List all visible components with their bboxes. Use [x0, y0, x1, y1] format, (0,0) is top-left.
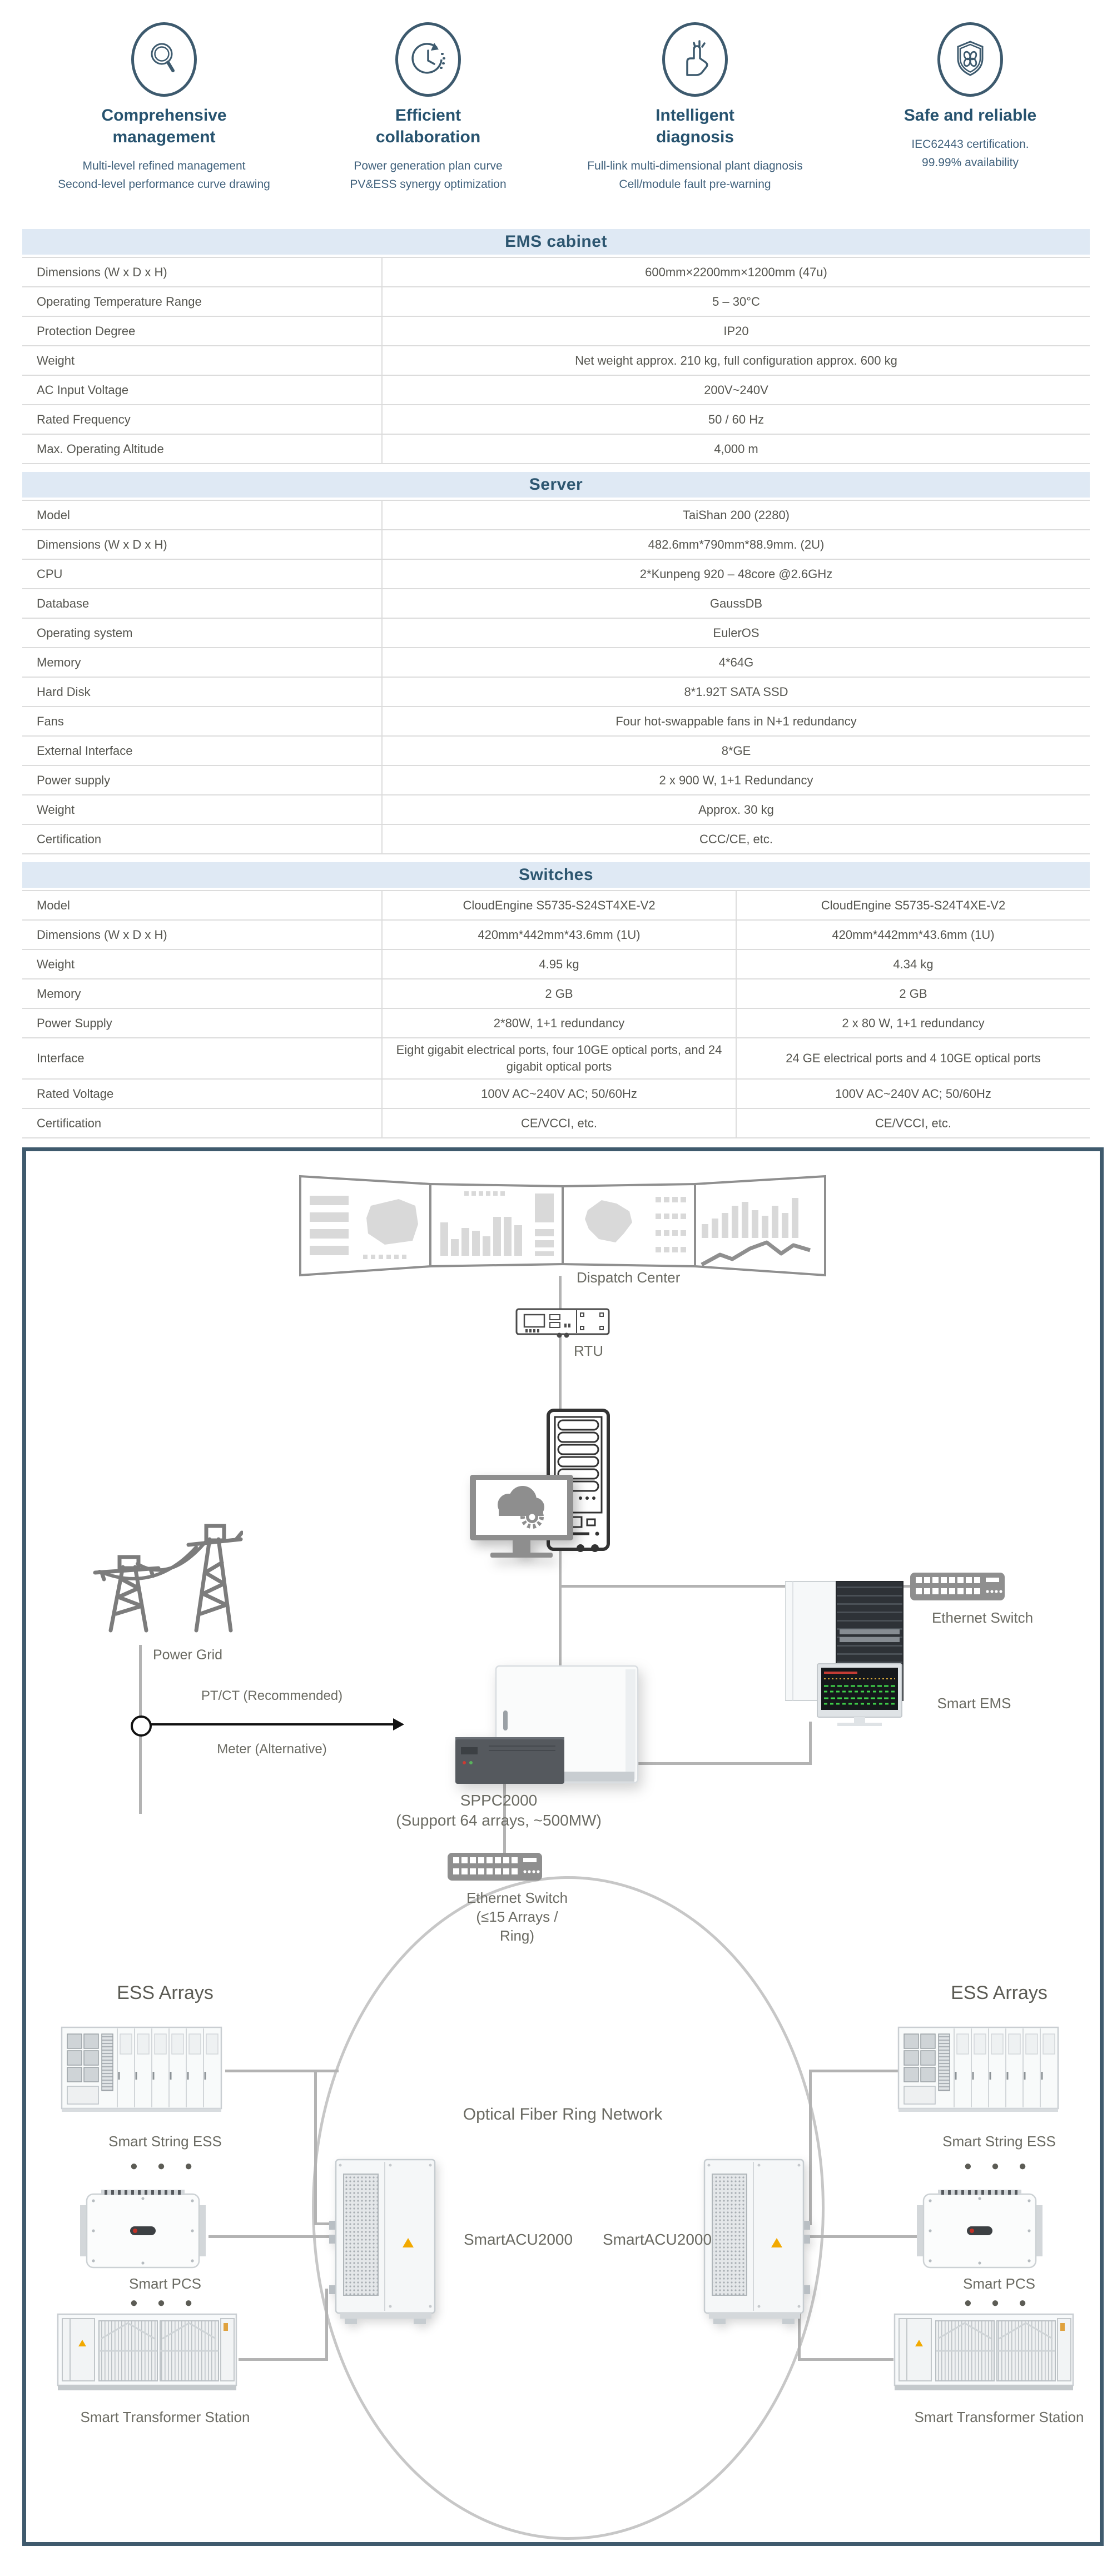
row-label: Weight	[37, 802, 75, 817]
table-row	[22, 795, 1090, 825]
spec-tables	[22, 229, 1090, 1146]
smart-transformer-right-label: Smart Transformer Station	[914, 2409, 1084, 2425]
row-value-switch2: CE/VCCI, etc.	[736, 1109, 1090, 1137]
ptct-arrow	[150, 1723, 394, 1725]
feature-title: Comprehensive management	[101, 106, 227, 146]
row-label: Protection Degree	[37, 324, 136, 338]
row-label: Dimensions (W x D x H)	[37, 265, 167, 279]
power-grid-icon	[87, 1505, 243, 1633]
row-label: Model	[37, 508, 70, 522]
smart-string-ess-right-label: Smart String ESS	[942, 2133, 1056, 2150]
feature-desc: Full-link multi-dimensional plant diagnosis Cell/module fault pre-warning	[587, 160, 803, 191]
row-value: 4,000 m	[381, 435, 1090, 463]
smart-transformer-left-label: Smart Transformer Station	[80, 2409, 250, 2425]
row-value: 4*64G	[381, 648, 1090, 677]
row-label: Dimensions (W x D x H)	[37, 927, 167, 942]
row-label: Certification	[37, 1116, 102, 1130]
row-value: 600mm×2200mm×1200mm (47u)	[381, 258, 1090, 286]
ess-arrays-right-title: ESS Arrays	[951, 1982, 1048, 2003]
feature-desc: Multi-level refined management Second-level performance curve drawing	[58, 160, 270, 191]
ptct-arrowhead	[393, 1718, 404, 1730]
scada-monitor-icon	[470, 1475, 574, 1561]
sppc2000-sublabel: (Support 64 arrays, ~500MW)	[396, 1812, 602, 1829]
architecture-diagram	[22, 1147, 1104, 2546]
feature-desc: Power generation plan curve PV&ESS synergy optimization	[350, 160, 507, 191]
row-label: Weight	[37, 353, 75, 367]
ellipsis-dots: ● ● ●	[130, 2295, 201, 2310]
row-value: Net weight approx. 210 kg, full configuration approx. 600 kg	[381, 346, 1090, 375]
row-value-switch1: Eight gigabit electrical ports, four 10GE optical ports, and 24 gigabit optical ports	[381, 1038, 736, 1078]
table-server	[22, 472, 1090, 854]
sync-clock-icon	[395, 22, 461, 97]
feature-title: Safe and reliable	[904, 106, 1037, 125]
row-label: Max. Operating Altitude	[37, 441, 164, 456]
table-row	[22, 317, 1090, 346]
table-row	[22, 287, 1090, 317]
wire	[325, 2289, 328, 2361]
smart-transformer-left-icon	[57, 2312, 237, 2393]
row-label: Memory	[37, 655, 81, 669]
ellipsis-dots: ● ● ●	[964, 2159, 1035, 2174]
row-value-switch1: 420mm*442mm*43.6mm (1U)	[381, 921, 736, 949]
wire	[239, 2358, 327, 2361]
shield-clover-icon	[937, 22, 1003, 97]
table-row	[22, 1080, 1090, 1109]
row-value: GaussDB	[381, 589, 1090, 618]
table-row	[22, 1109, 1090, 1138]
row-label: Weight	[37, 957, 75, 971]
rtu-label: RTU	[574, 1342, 603, 1359]
wire	[314, 2070, 317, 2225]
table-row	[22, 589, 1090, 619]
table-body	[22, 257, 1090, 464]
row-label: Rated Frequency	[37, 412, 131, 426]
table-row	[22, 1038, 1090, 1080]
sppc2000-label: SPPC2000	[460, 1792, 538, 1809]
row-value-switch1: 2*80W, 1+1 redundancy	[381, 1009, 736, 1037]
row-value: 2 x 900 W, 1+1 Redundancy	[381, 766, 1090, 794]
wire	[809, 2070, 898, 2072]
ethernet-switch-top-label: Ethernet Switch	[931, 1609, 1034, 1626]
smart-string-ess-left-icon	[59, 2022, 224, 2117]
row-value: TaiShan 200 (2280)	[381, 501, 1090, 529]
feature-title: Intelligent diagnosis	[656, 106, 734, 146]
row-label: Model	[37, 898, 70, 912]
row-value-switch2: CloudEngine S5735-S24T4XE-V2	[736, 891, 1090, 919]
row-label: Operating system	[37, 625, 133, 640]
table-title: Switches	[22, 862, 1090, 888]
optical-ring-label: Optical Fiber Ring Network	[463, 2105, 663, 2124]
row-value: 8*1.92T SATA SSD	[381, 678, 1090, 706]
table-row	[22, 648, 1090, 678]
row-value-switch1: CE/VCCI, etc.	[381, 1109, 736, 1137]
smart-acu-right-label: SmartACU2000	[602, 2231, 712, 2248]
sppc2000-icon	[455, 1665, 640, 1791]
smart-pcs-left-label: Smart PCS	[128, 2275, 202, 2292]
table-ems-cabinet	[22, 229, 1090, 464]
row-label: Operating Temperature Range	[37, 294, 202, 309]
row-value: 2*Kunpeng 920 – 48core @2.6GHz	[381, 560, 1090, 588]
wire	[800, 2358, 893, 2361]
video-wall	[299, 1171, 827, 1280]
row-label: Power supply	[37, 773, 111, 787]
wire	[209, 2235, 337, 2238]
table-row	[22, 921, 1090, 950]
row-label: Memory	[37, 986, 81, 1001]
row-value: EulerOS	[381, 619, 1090, 647]
row-value: 482.6mm*790mm*88.9mm. (2U)	[381, 530, 1090, 559]
ethernet-switch-icon	[910, 1573, 1005, 1600]
row-label: Hard Disk	[37, 684, 91, 699]
row-value-switch2: 2 GB	[736, 979, 1090, 1008]
snap-fingers-icon	[662, 22, 728, 97]
row-value-switch2: 420mm*442mm*43.6mm (1U)	[736, 921, 1090, 949]
ptct-label: PT/CT (Recommended)	[201, 1688, 343, 1703]
wire	[225, 2070, 339, 2072]
smart-acu-left-label: SmartACU2000	[463, 2231, 573, 2248]
rtu-icon	[515, 1308, 610, 1339]
feature-desc: IEC62443 certification. 99.99% availability	[911, 138, 1029, 169]
table-row	[22, 258, 1090, 287]
ellipsis-dots: ● ● ●	[130, 2159, 201, 2174]
ellipsis-dots: ● ● ●	[964, 2295, 1035, 2310]
row-value: 50 / 60 Hz	[381, 405, 1090, 434]
row-value: IP20	[381, 317, 1090, 345]
table-row	[22, 979, 1090, 1009]
row-label: Power Supply	[37, 1016, 112, 1030]
smart-pcs-right-icon	[916, 2186, 1044, 2274]
row-value-switch2: 4.34 kg	[736, 950, 1090, 978]
row-value-switch1: 4.95 kg	[381, 950, 736, 978]
table-row	[22, 737, 1090, 766]
row-value-switch2: 2 x 80 W, 1+1 redundancy	[736, 1009, 1090, 1037]
smart-ems-icon	[785, 1580, 905, 1728]
row-value: Four hot-swappable fans in N+1 redundancy	[381, 707, 1090, 735]
row-value-switch2: 100V AC~240V AC; 50/60Hz	[736, 1080, 1090, 1108]
row-label: Rated Voltage	[37, 1086, 114, 1101]
table-row	[22, 530, 1090, 560]
table-row	[22, 950, 1090, 979]
power-grid-label: Power Grid	[153, 1647, 223, 1663]
table-body	[22, 890, 1090, 1138]
row-value: 5 – 30°C	[381, 287, 1090, 316]
table-row	[22, 501, 1090, 530]
smart-ems-label: Smart EMS	[937, 1695, 1011, 1712]
feature-title: Efficient collaboration	[375, 106, 481, 146]
smart-string-ess-right-icon	[896, 2022, 1060, 2117]
table-row	[22, 678, 1090, 707]
smart-string-ess-left-label: Smart String ESS	[108, 2133, 222, 2150]
table-row	[22, 346, 1090, 376]
feature-comprehensive-management	[33, 22, 295, 193]
meter-label: Meter (Alternative)	[217, 1742, 327, 1757]
table-row	[22, 560, 1090, 589]
row-value: CCC/CE, etc.	[381, 825, 1090, 853]
table-title: Server	[22, 472, 1090, 498]
table-row	[22, 1009, 1090, 1038]
row-value-switch2: 24 GE electrical ports and 4 10GE optical ports	[736, 1038, 1090, 1078]
ess-arrays-left-title: ESS Arrays	[117, 1982, 214, 2003]
row-value-switch1: 100V AC~240V AC; 50/60Hz	[381, 1080, 736, 1108]
grid-tap-node	[131, 1715, 152, 1737]
table-switches	[22, 862, 1090, 1138]
dispatch-center-label: Dispatch Center	[577, 1269, 681, 1286]
row-value-switch1: CloudEngine S5735-S24ST4XE-V2	[381, 891, 736, 919]
row-label: External Interface	[37, 743, 133, 758]
table-body	[22, 500, 1090, 854]
feature-safe-reliable	[840, 22, 1101, 172]
smart-transformer-right-icon	[893, 2312, 1074, 2393]
row-value-switch1: 2 GB	[381, 979, 736, 1008]
row-label: Fans	[37, 714, 64, 728]
smart-pcs-right-label: Smart PCS	[962, 2275, 1036, 2292]
table-row	[22, 766, 1090, 795]
table-row	[22, 825, 1090, 854]
feature-efficient-collaboration	[297, 22, 559, 193]
table-row	[22, 619, 1090, 648]
row-value: Approx. 30 kg	[381, 795, 1090, 824]
table-row	[22, 891, 1090, 921]
table-title: EMS cabinet	[22, 229, 1090, 255]
row-label: Interface	[37, 1051, 85, 1065]
row-label: Dimensions (W x D x H)	[37, 537, 167, 551]
smart-pcs-left-icon	[79, 2186, 207, 2274]
row-label: Certification	[37, 832, 102, 846]
table-row	[22, 707, 1090, 737]
row-value: 200V~240V	[381, 376, 1090, 404]
row-value: 8*GE	[381, 737, 1090, 765]
table-row	[22, 405, 1090, 435]
smart-acu-left-icon	[329, 2156, 440, 2326]
feature-intelligent-diagnosis	[564, 22, 826, 193]
magnifier-icon	[131, 22, 197, 97]
ring-ethernet-switch-icon	[448, 1853, 542, 1881]
table-row	[22, 376, 1090, 405]
row-label: Database	[37, 596, 90, 610]
row-label: CPU	[37, 566, 63, 581]
row-label: AC Input Voltage	[37, 382, 129, 397]
ring-switch-label: Ethernet Switch (≤15 Arrays / Ring)	[466, 1889, 568, 1944]
table-row	[22, 435, 1090, 464]
